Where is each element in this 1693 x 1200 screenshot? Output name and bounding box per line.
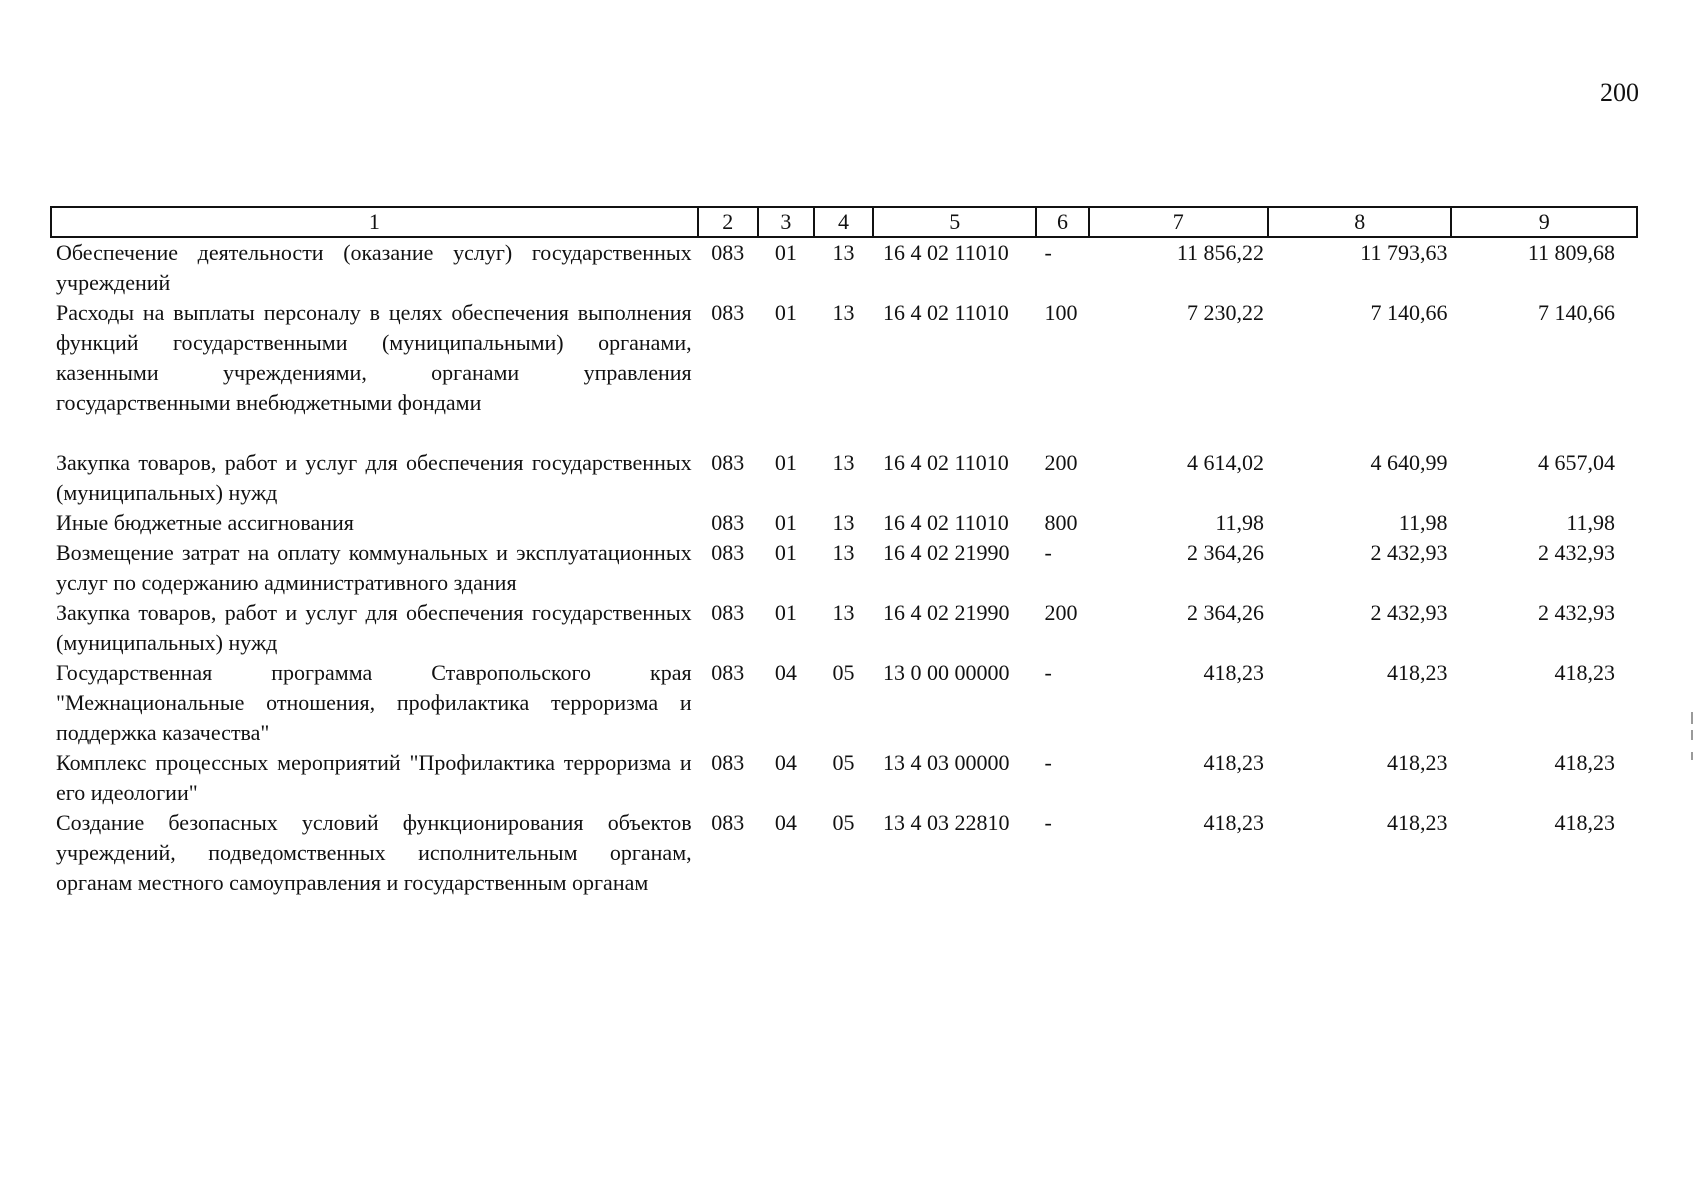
amount-col-8: 11 793,63 [1360, 240, 1448, 265]
column-header-6: 6 [1036, 207, 1088, 237]
table-row [51, 658, 1637, 748]
header-row [51, 207, 1637, 237]
amount-col-9: 11 809,68 [1527, 240, 1615, 265]
ministry-code: 083 [711, 810, 745, 835]
column-header-9: 9 [1451, 207, 1637, 237]
subsection-code: 13 [832, 450, 855, 475]
column-header-5: 5 [873, 207, 1036, 237]
table-spacer-row [51, 418, 1637, 448]
target-article-code: 13 4 03 22810 [883, 810, 1010, 835]
amount-col-8: 4 640,99 [1370, 450, 1448, 475]
ministry-code: 083 [711, 300, 745, 325]
table-row [51, 448, 1637, 508]
expense-type-code: 100 [1044, 300, 1078, 325]
ministry-code: 083 [711, 660, 745, 685]
subsection-code: 05 [832, 810, 855, 835]
target-article-code: 16 4 02 11010 [883, 240, 1009, 265]
ministry-code: 083 [711, 750, 745, 775]
table-row [51, 748, 1637, 808]
target-article-code: 13 4 03 00000 [883, 750, 1010, 775]
expense-type-code: 200 [1044, 600, 1078, 625]
expense-type-code: - [1044, 540, 1052, 565]
section-code: 04 [774, 660, 797, 685]
table-row [51, 538, 1637, 598]
amount-col-7: 2 364,26 [1187, 600, 1265, 625]
ministry-code: 083 [711, 450, 745, 475]
section-code: 04 [774, 750, 797, 775]
target-article-code: 16 4 02 11010 [883, 300, 1009, 325]
expense-type-code: - [1044, 750, 1052, 775]
column-header-4: 4 [814, 207, 873, 237]
column-header-8: 8 [1268, 207, 1451, 237]
table-row [51, 508, 1637, 538]
amount-col-7: 418,23 [1203, 750, 1265, 775]
target-article-code: 16 4 02 21990 [883, 600, 1010, 625]
amount-col-9: 418,23 [1554, 660, 1615, 685]
column-header-1: 1 [51, 207, 698, 237]
target-article-code: 16 4 02 11010 [883, 510, 1009, 535]
expense-type-code: 200 [1044, 450, 1078, 475]
spacer-cell [51, 418, 1637, 448]
subsection-code: 13 [832, 510, 855, 535]
row-description: Расходы на выплаты персоналу в целях обеспечения выполнения функций государственными (муниципальными) органами, казенными учреждениями, органами управления государственными внебюджетными фондами [56, 300, 692, 415]
amount-col-8: 2 432,93 [1370, 600, 1448, 625]
row-description: Создание безопасных условий функционирования объектов учреждений, подведомственных исполнительным органам, органам местного самоуправления и государственным органам [56, 810, 692, 895]
amount-col-8: 418,23 [1386, 810, 1448, 835]
row-description: Комплекс процессных мероприятий "Профилактика терроризма и его идеологии" [56, 750, 692, 805]
expense-type-code: - [1044, 660, 1052, 685]
expense-type-code: 800 [1044, 510, 1078, 535]
section-code: 01 [774, 240, 797, 265]
amount-col-8: 2 432,93 [1370, 540, 1448, 565]
amount-col-9: 2 432,93 [1538, 600, 1615, 625]
section-code: 01 [774, 510, 797, 535]
ministry-code: 083 [711, 240, 745, 265]
target-article-code: 16 4 02 11010 [883, 450, 1009, 475]
row-description: Иные бюджетные ассигнования [56, 510, 354, 535]
subsection-code: 13 [832, 540, 855, 565]
amount-col-9: 418,23 [1554, 750, 1615, 775]
subsection-code: 13 [832, 300, 855, 325]
subsection-code: 13 [832, 600, 855, 625]
subsection-code: 13 [832, 240, 855, 265]
ministry-code: 083 [711, 600, 745, 625]
amount-col-8: 11,98 [1398, 510, 1448, 535]
section-code: 01 [774, 300, 797, 325]
ministry-code: 083 [711, 540, 745, 565]
amount-col-8: 7 140,66 [1370, 300, 1448, 325]
table-row [51, 808, 1637, 898]
amount-col-9: 418,23 [1554, 810, 1615, 835]
section-code: 01 [774, 600, 797, 625]
row-description: Возмещение затрат на оплату коммунальных и эксплуатационных услуг по содержанию административного здания [56, 540, 692, 595]
budget-table [50, 206, 1638, 898]
row-description: Закупка товаров, работ и услуг для обеспечения государственных (муниципальных) нужд [56, 450, 692, 505]
section-code: 01 [774, 540, 797, 565]
row-description: Обеспечение деятельности (оказание услуг) государственных учреждений [56, 240, 692, 295]
amount-col-7: 2 364,26 [1187, 540, 1265, 565]
subsection-code: 05 [832, 750, 855, 775]
section-code: 01 [774, 450, 797, 475]
amount-col-7: 418,23 [1203, 810, 1265, 835]
row-description: Закупка товаров, работ и услуг для обеспечения государственных (муниципальных) нужд [56, 600, 692, 655]
column-header-3: 3 [758, 207, 814, 237]
table-row [51, 598, 1637, 658]
amount-col-9: 2 432,93 [1538, 540, 1615, 565]
amount-col-7: 11,98 [1215, 510, 1265, 535]
ministry-code: 083 [711, 510, 745, 535]
amount-col-8: 418,23 [1386, 750, 1448, 775]
row-description: Государственная программа Ставропольского края "Межнациональные отношения, профилактика терроризма и поддержка казачества" [56, 660, 692, 745]
subsection-code: 05 [832, 660, 855, 685]
table-row [51, 237, 1637, 298]
amount-col-8: 418,23 [1386, 660, 1448, 685]
amount-col-7: 7 230,22 [1187, 300, 1265, 325]
amount-col-7: 418,23 [1203, 660, 1265, 685]
expense-type-code: - [1044, 810, 1052, 835]
amount-col-9: 11,98 [1566, 510, 1615, 535]
table-row [51, 298, 1637, 418]
target-article-code: 13 0 00 00000 [883, 660, 1010, 685]
page-number: 200 [1600, 78, 1639, 107]
section-code: 04 [774, 810, 797, 835]
amount-col-9: 4 657,04 [1538, 450, 1615, 475]
target-article-code: 16 4 02 21990 [883, 540, 1010, 565]
column-header-2: 2 [698, 207, 758, 237]
amount-col-9: 7 140,66 [1538, 300, 1615, 325]
column-header-7: 7 [1089, 207, 1268, 237]
amount-col-7: 4 614,02 [1187, 450, 1265, 475]
amount-col-7: 11 856,22 [1176, 240, 1265, 265]
expense-type-code: - [1044, 240, 1052, 265]
